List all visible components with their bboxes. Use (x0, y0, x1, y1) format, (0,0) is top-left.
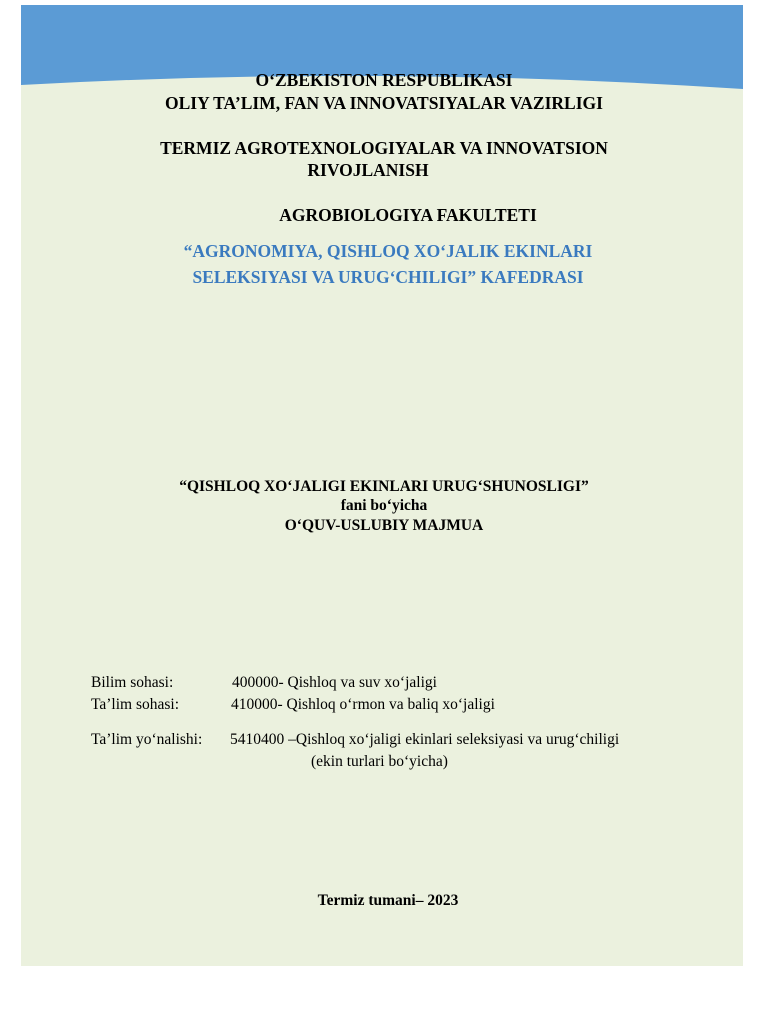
education-direction-value: 5410400 –Qishloq xo‘jaligi ekinlari seleksiyasi va urug‘chiligi (230, 731, 620, 748)
education-direction-note: (ekin turlari bo‘yicha) (311, 753, 448, 770)
department-heading-line2: SELEKSIYASI VA URUG‘CHILIGI” KAFEDRASI (192, 267, 584, 287)
education-direction-label: Ta’lim yo‘nalishi: (91, 731, 203, 748)
republic-heading: O‘ZBEKISTON RESPUBLIKASI (255, 70, 513, 90)
education-area-value: 410000- Qishloq o‘rmon va baliq xo‘jaligi (231, 696, 495, 713)
knowledge-area-value: 400000- Qishloq va suv xo‘jaligi (232, 674, 437, 691)
place-year: Termiz tumani– 2023 (317, 892, 459, 909)
subject-title: “QISHLOQ XO‘JALIGI EKINLARI URUG‘SHUNOSLIGI” (179, 478, 589, 495)
department-heading-line1: “AGRONOMIYA, QISHLOQ XO‘JALIK EKINLARI (183, 241, 593, 261)
university-heading-line1: TERMIZ AGROTEXNOLOGIYALAR VA INNOVATSION (160, 138, 608, 158)
document-type: O‘QUV-USLUBIY MAJMUA (284, 517, 484, 534)
faculty-heading: AGROBIOLOGIYA FAKULTETI (279, 205, 537, 225)
education-area-label: Ta’lim sohasi: (91, 696, 180, 713)
subject-subtitle: fani bo‘yicha (340, 497, 428, 514)
ministry-heading: OLIY TA’LIM, FAN VA INNOVATSIYALAR VAZIRLIGI (165, 93, 603, 113)
knowledge-area-label: Bilim sohasi: (91, 674, 174, 691)
university-heading-line2: RIVOJLANISH (307, 160, 429, 180)
